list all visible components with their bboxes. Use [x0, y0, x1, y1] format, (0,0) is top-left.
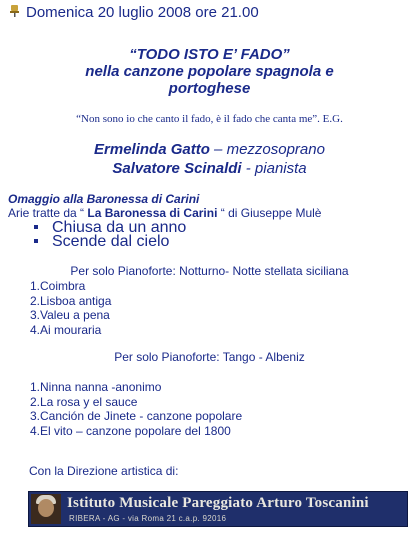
section-heading-tango: Per solo Pianoforte: Tango - Albeniz	[114, 350, 305, 364]
institute-name: Istituto Musicale Pareggiato Arturo Toscanini	[67, 495, 369, 511]
event-date-line	[8, 4, 259, 21]
list-item: 2.La rosa y el sauce	[30, 394, 138, 409]
pushpin-icon	[8, 4, 22, 18]
institute-banner	[28, 491, 408, 527]
list-item: 4.El vito – canzone popolare del 1800	[30, 423, 231, 438]
section-heading-notturno: Per solo Pianoforte: Notturno- Notte stellata siciliana	[70, 264, 349, 278]
concert-title-line3: portoghese	[168, 80, 251, 97]
arie-suffix: “ di Giuseppe Mulè	[217, 206, 322, 220]
fado-quote: “Non sono io che canto il fado, è il fado che canta me”. E.G.	[76, 113, 343, 125]
list-item: 3.Valeu a pena	[30, 308, 110, 322]
performer-1-role: – mezzosoprano	[209, 141, 325, 158]
event-date-text: Domenica 20 luglio 2008 ore 21.00	[26, 4, 259, 21]
arie-prefix: Arie tratte da “	[8, 206, 88, 220]
notturno-numbered-list	[0, 279, 111, 337]
arie-line	[8, 206, 321, 220]
direction-line: Con la Direzione artistica di:	[29, 464, 179, 478]
list-item: 2.Lisboa antiga	[30, 293, 112, 308]
bullet-icon	[34, 225, 38, 229]
list-item: Scende dal cielo	[10, 235, 186, 249]
performer-2-name: Salvatore Scinaldi	[112, 160, 242, 177]
performer-2	[0, 160, 419, 177]
performer-2-role: - pianista	[241, 160, 307, 177]
performer-1-name: Ermelinda Gatto	[94, 141, 210, 158]
baronessa-bullet-list	[10, 221, 186, 249]
list-item: Chiusa da un anno	[10, 221, 186, 235]
section-heading-baronessa: Omaggio alla Baronessa di Carini	[8, 192, 200, 206]
list-item: 1.Coimbra	[30, 279, 86, 293]
list-item: 1.Ninna nanna -anonimo	[30, 380, 162, 394]
bullet-icon	[34, 239, 38, 243]
performer-1	[0, 141, 419, 158]
concert-title-line1: “TODO ISTO E’ FADO”	[129, 46, 290, 63]
institute-address: RIBERA - AG - via Roma 21 c.a.p. 92016	[69, 514, 227, 523]
arie-work-title: La Baronessa di Carini	[87, 206, 218, 220]
list-item: 4.Ai mouraria	[30, 322, 102, 337]
concert-title-line2: nella canzone popolare spagnola e	[85, 63, 334, 80]
portrait-image	[31, 494, 61, 524]
tango-numbered-list	[0, 380, 242, 438]
list-item: 3.Canción de Jinete - canzone popolare	[30, 409, 243, 423]
